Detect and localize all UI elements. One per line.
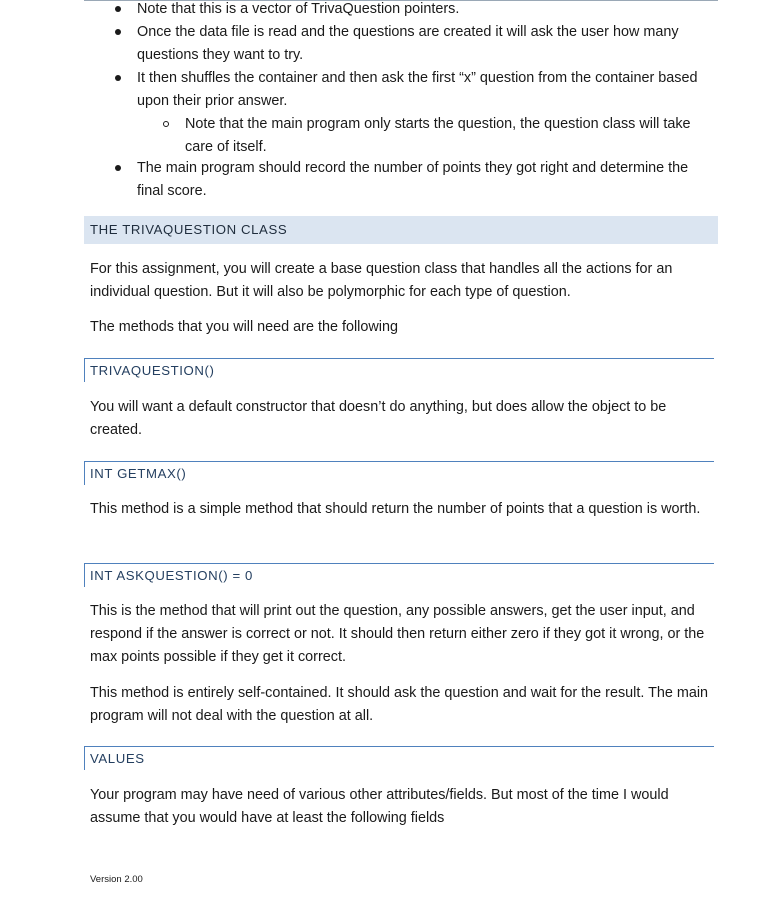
methods-intro: The methods that you will need are the following (90, 319, 398, 335)
list-item-text: Note that the main program only starts the question, the question class will take care of itself. (185, 116, 691, 155)
list-item-text: It then shuffles the container and then ask the first “x” question from the container based upon their prior answer. (137, 70, 698, 109)
list-item (137, 0, 717, 21)
list-item-text: The main program should record the number of points they got right and determine the final score. (137, 160, 689, 199)
bullet-icon (115, 6, 121, 12)
list-item (137, 21, 717, 67)
list-item-text: Note that this is a vector of TrivaQuestion pointers. (137, 1, 460, 17)
list-item (185, 113, 717, 159)
getmax-heading: INT GETMAX() (84, 461, 714, 485)
askquestion-heading: INT ASKQUESTION() = 0 (84, 563, 714, 587)
getmax-body: This method is a simple method that should return the number of points that a question is worth. (90, 501, 701, 517)
section-intro: For this assignment, you will create a base question class that handles all the actions for an individual question. But it will also be polymorphic for each type of question. (90, 261, 673, 300)
bullet-icon (115, 29, 121, 35)
list-item (137, 67, 717, 113)
values-body: Your program may have need of various other attributes/fields. But most of the time I would assume that you would have at least the following fields (90, 787, 669, 826)
values-heading: VALUES (84, 746, 714, 770)
bullet-icon (115, 75, 121, 81)
constructor-body: You will want a default constructor that doesn’t do anything, but does allow the object to be created. (90, 399, 667, 438)
list-item-text: Once the data file is read and the questions are created it will ask the user how many questions they want to try. (137, 24, 679, 63)
bullet-icon (115, 165, 121, 171)
footer-version: Version 2.00 (90, 874, 143, 885)
circle-bullet-icon (163, 121, 169, 127)
askquestion-body-1: This is the method that will print out the question, any possible answers, get the user input, and respond if the answer is correct or not. It should then return either zero if they got it wrong, or the max points possible if they get it correct. (90, 603, 705, 665)
constructor-heading: TRIVAQUESTION() (84, 358, 714, 382)
list-item (137, 157, 717, 203)
askquestion-body-2: This method is entirely self-contained. It should ask the question and wait for the result. The main program will not deal with the question at all. (90, 685, 709, 724)
section-heading: THE TRIVAQUESTION CLASS (84, 216, 718, 244)
